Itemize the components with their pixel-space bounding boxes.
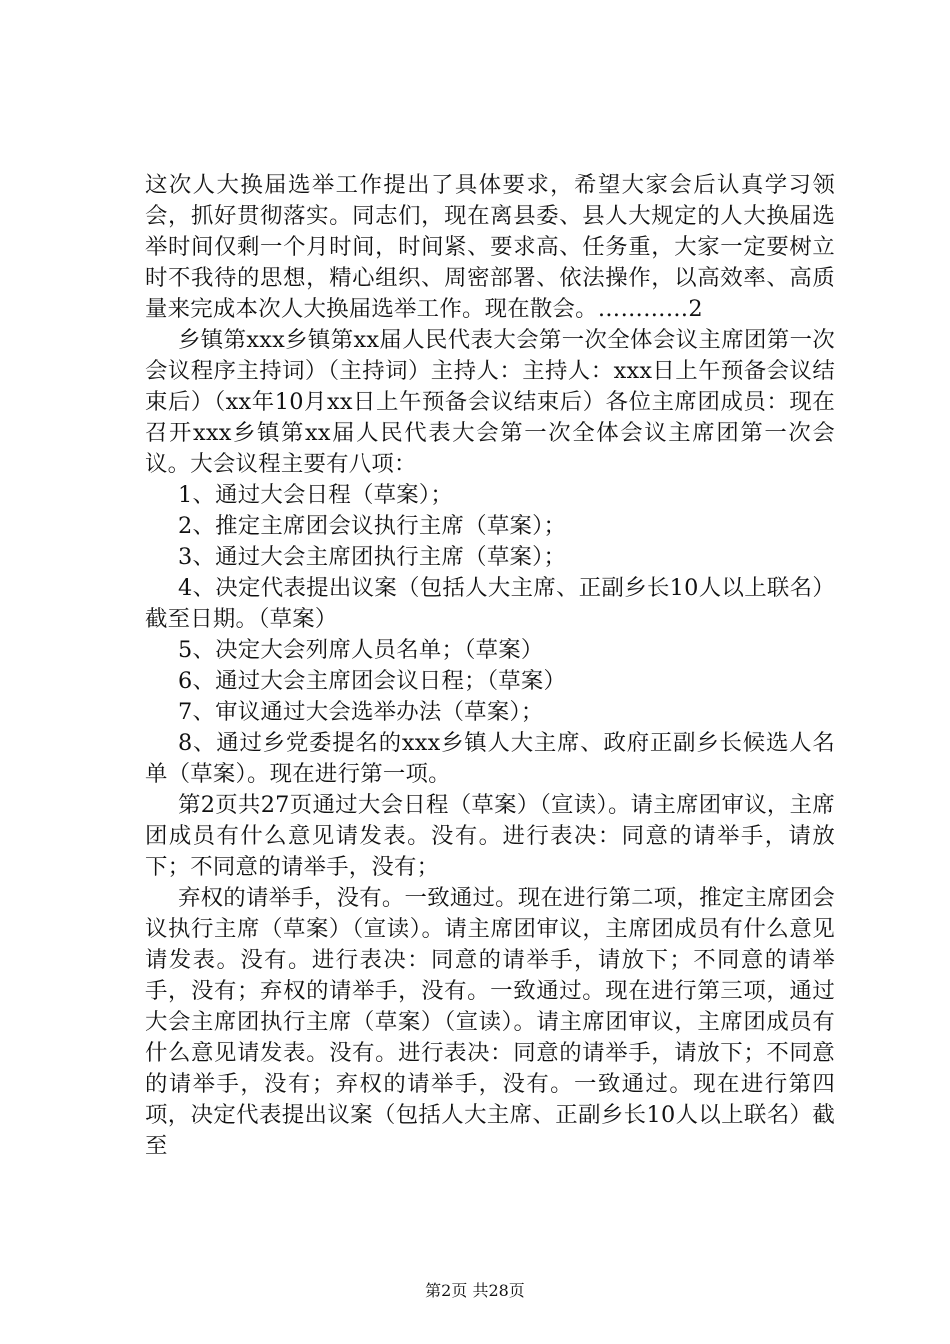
- agenda-item-8: 8、通过乡党委提名的xxx乡镇人大主席、政府正副乡长候选人名单（草案）。现在进行第一项。: [145, 730, 835, 787]
- paragraph-meeting-opening: 乡镇第xxx乡镇第xx届人民代表大会第一次全体会议主席团第一次会议程序主持词）（主持词）主持人：主持人：xxx日上午预备会议结束后）（xx年10月xx日上午预备会议结束后）各位主席团成员：现在召开xxx乡镇第xx届人民代表大会第一次全体会议主席团第一次会议。大会议程主要有八项：: [145, 327, 835, 477]
- agenda-item-1: 1、通过大会日程（草案）；: [178, 482, 453, 508]
- agenda-item-2: 2、推定主席团会议执行主席（草案）；: [178, 513, 567, 539]
- agenda-item-5: 5、决定大会列席人员名单；（草案）: [178, 637, 544, 663]
- paragraph-subsequent-votes: 弃权的请举手，没有。一致通过。现在进行第二项，推定主席团会议执行主席（草案）（宣读）。请主席团审议，主席团成员有什么意见请发表。没有。进行表决：同意的请举手，请放下；不同意的请举手，没有；弃权的请举手，没有。一致通过。现在进行第三项，通过大会主席团执行主席（草案）（宣读）。请主席团审议，主席团成员有什么意见请发表。没有。进行表决：同意的请举手，请放下；不同意的请举手，没有；弃权的请举手，没有。一致通过。现在进行第四项，决定代表提出议案（包括人大主席、正副乡长10人以上联名）截至: [145, 885, 835, 1159]
- page-footer: 第2页 共28页: [425, 1281, 525, 1300]
- paragraph-first-item-vote: 第2页共27页通过大会日程（草案）（宣读）。请主席团审议，主席团成员有什么意见请发表。没有。进行表决：同意的请举手，请放下；不同意的请举手，没有；: [145, 792, 835, 880]
- agenda-item-4: 4、决定代表提出议案（包括人大主席、正副乡长10人以上联名）截至日期。（草案）: [145, 575, 835, 632]
- agenda-item-3: 3、通过大会主席团执行主席（草案）；: [178, 544, 567, 570]
- paragraph-closing-remarks: 这次人大换届选举工作提出了具体要求，希望大家会后认真学习领会，抓好贯彻落实。同志们，现在离县委、县人大规定的人大换届选举时间仅剩一个月时间，时间紧、要求高、任务重，大家一定要树立时不我待的思想，精心组织、周密部署、依法操作，以高效率、高质量来完成本次人大换届选举工作。现在散会。…………2: [145, 172, 835, 322]
- agenda-item-7: 7、审议通过大会选举办法（草案）；: [178, 699, 544, 725]
- document-body: [145, 170, 835, 1162]
- agenda-item-6: 6、通过大会主席团会议日程；（草案）: [178, 668, 567, 694]
